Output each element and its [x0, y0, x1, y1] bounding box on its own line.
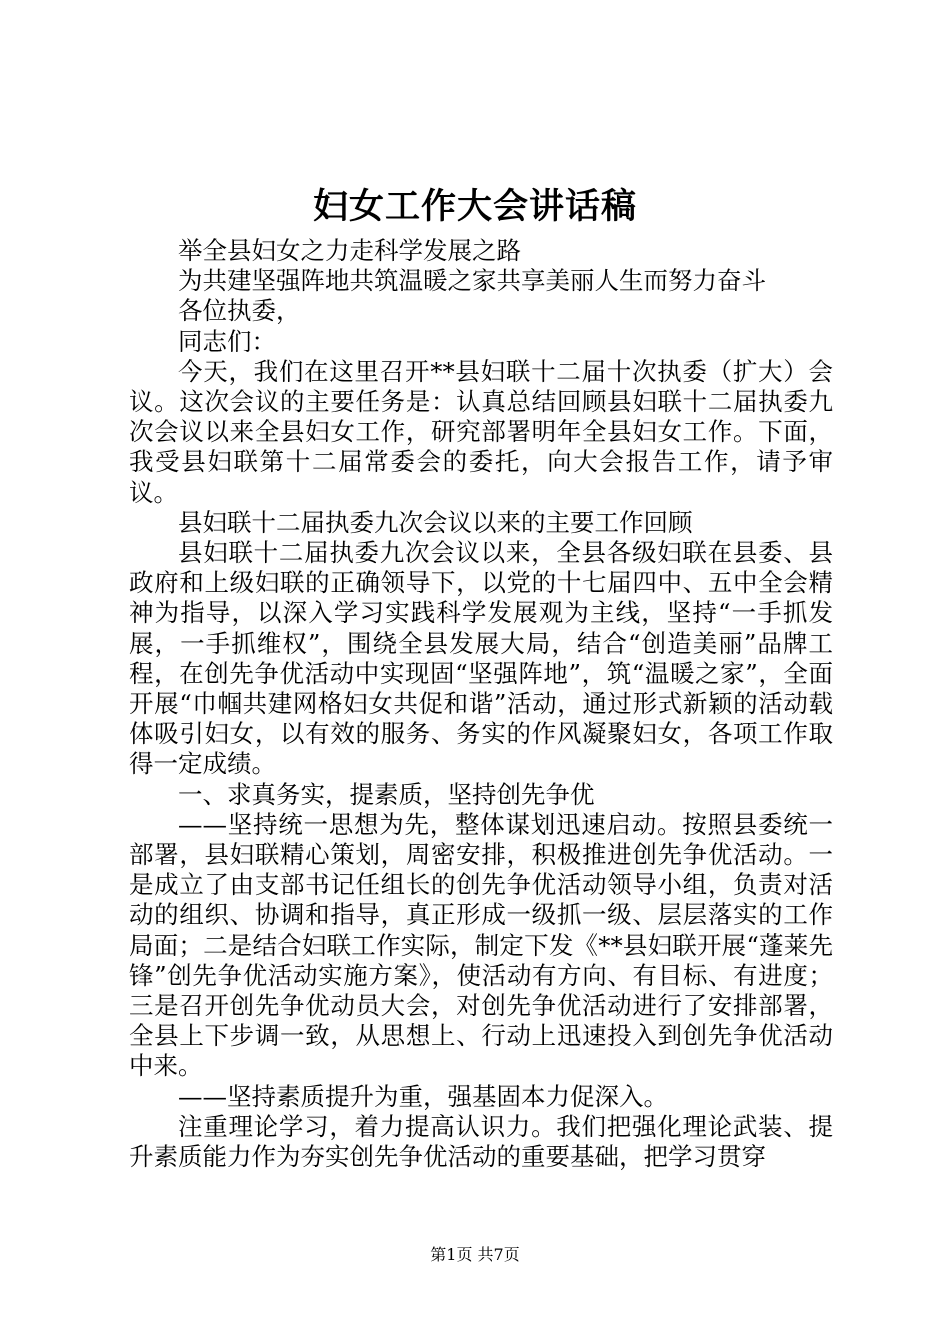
paragraph-quality-improvement: ——坚持素质提升为重，强基固本力促深入。: [178, 1081, 668, 1111]
section-heading-one: 一、求真务实，提素质，坚持创先争优: [178, 779, 595, 809]
subtitle-line-2: 为共建坚强阵地共筑温暖之家共享美丽人生而努力奋斗: [178, 266, 766, 296]
paragraph-unified-thinking: ——坚持统一思想为先，整体谋划迅速启动。按照县委统一部署，县妇联精心策划，周密安排，积极推进创先争优活动。一是成立了由支部书记任组长的创先争优活动领导小组，负责对活动的组织、协调和指导，真正形成一级抓一级、层层落实的工作局面；二是结合妇联工作实际，制定下发《**县妇联开展“蓬莱先锋”创先争优活动实施方案》，使活动有方向、有目标、有进度；三是召开创先争优动员大会，对创先争优活动进行了安排部署，全县上下步调一致，从思想上、行动上迅速投入到创先争优活动中来。: [129, 809, 833, 1081]
document-title: 妇女工作大会讲话稿: [312, 186, 637, 227]
paragraph-opening: 今天，我们在这里召开**县妇联十二届十次执委（扩大）会议。这次会议的主要任务是：认真总结回顾县妇联十二届执委九次会议以来全县妇女工作，研究部署明年全县妇女工作。下面，我受县妇联第十二届常委会的委托，向大会报告工作，请予审议。: [129, 356, 833, 507]
salutation-comrades: 同志们：: [178, 326, 276, 356]
subtitle-line-1: 举全县妇女之力走科学发展之路: [178, 236, 521, 265]
document-body: [129, 236, 833, 1172]
salutation-committee: 各位执委，: [178, 296, 301, 326]
paragraph-review: 县妇联十二届执委九次会议以来，全县各级妇联在县委、县政府和上级妇联的正确领导下，以党的十七届四中、五中全会精神为指导，以深入学习实践科学发展观为主线，坚持“一手抓发展，一手抓维权”，围绕全县发展大局，结合“创造美丽”品牌工程，在创先争优活动中实现固“坚强阵地”，筑“温暖之家”，全面开展“巾帼共建网格妇女共促和谐”活动，通过形式新颖的活动载体吸引妇女，以有效的服务、务实的作风凝聚妇女，各项工作取得一定成绩。: [129, 538, 833, 779]
page-footer: 第1页 共7页: [430, 1245, 520, 1264]
paragraph-theory-study: 注重理论学习，着力提高认识力。我们把强化理论武装、提升素质能力作为夯实创先争优活动的重要基础，把学习贯穿: [129, 1111, 833, 1172]
section-heading-review: 县妇联十二届执委九次会议以来的主要工作回顾: [178, 507, 693, 537]
